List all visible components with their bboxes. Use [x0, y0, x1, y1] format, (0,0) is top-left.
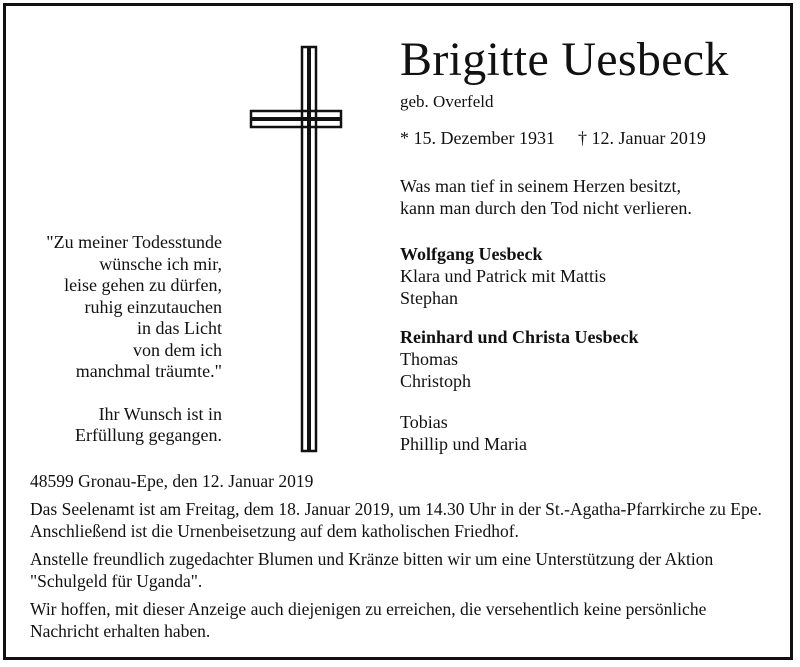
donation-request: Anstelle freundlich zugedachter Blumen und Kränze bitten wir um eine Unterstützung der Aktion "Schulgeld für Uganda". — [30, 549, 714, 591]
poem-closing-line: Erfüllung gegangen. — [75, 425, 222, 445]
family-group-1 — [400, 243, 606, 309]
motto — [400, 175, 692, 219]
family-member: Phillip und Maria — [400, 434, 527, 454]
family-member: Tobias — [400, 412, 448, 432]
motto-line: Was man tief in seinem Herzen besitzt, — [400, 176, 681, 196]
poem-line: ruhig einzutauchen — [84, 296, 222, 317]
death-date: † 12. Januar 2019 — [577, 128, 706, 148]
place-date: 48599 Gronau-Epe, den 12. Januar 2019 — [30, 471, 314, 491]
poem-line: wünsche ich mir, — [99, 253, 222, 274]
notice-footer — [30, 470, 775, 648]
poem — [20, 232, 222, 447]
poem-line: "Zu meiner Todesstunde — [46, 232, 222, 252]
motto-line: kann man durch den Tod nicht verlieren. — [400, 198, 692, 218]
cross-icon — [248, 44, 344, 454]
family-member: Thomas — [400, 349, 458, 369]
deceased-name: Brigitte Uesbeck — [400, 33, 729, 86]
poem-line: von dem ich — [133, 339, 222, 360]
poem-line: in das Licht — [137, 318, 222, 338]
family-group-2 — [400, 326, 639, 392]
family-member: Klara und Patrick mit Mattis — [400, 266, 606, 286]
closing-note: Wir hoffen, mit dieser Anzeige auch diejenigen zu erreichen, die versehentlich keine persönliche Nachricht erhalten haben. — [30, 599, 707, 641]
poem-line: leise gehen zu dürfen, — [64, 275, 222, 295]
poem-closing-line: Ihr Wunsch ist in — [98, 403, 222, 424]
family-head: Reinhard und Christa Uesbeck — [400, 327, 639, 347]
birth-date: * 15. Dezember 1931 — [400, 128, 555, 148]
family-member: Christoph — [400, 371, 472, 391]
service-info: Das Seelenamt ist am Freitag, dem 18. Januar 2019, um 14.30 Uhr in der St.-Agatha-Pfarrkirche zu Epe. Anschließend ist die Urnenbeisetzung auf dem katholischen Friedhof. — [30, 499, 762, 541]
family-head: Wolfgang Uesbeck — [400, 244, 543, 264]
maiden-name: geb. Overfeld — [400, 92, 494, 111]
family-member: Stephan — [400, 288, 458, 308]
family-group-3 — [400, 411, 527, 455]
poem-line: manchmal träumte." — [75, 361, 222, 381]
life-dates — [400, 128, 706, 149]
